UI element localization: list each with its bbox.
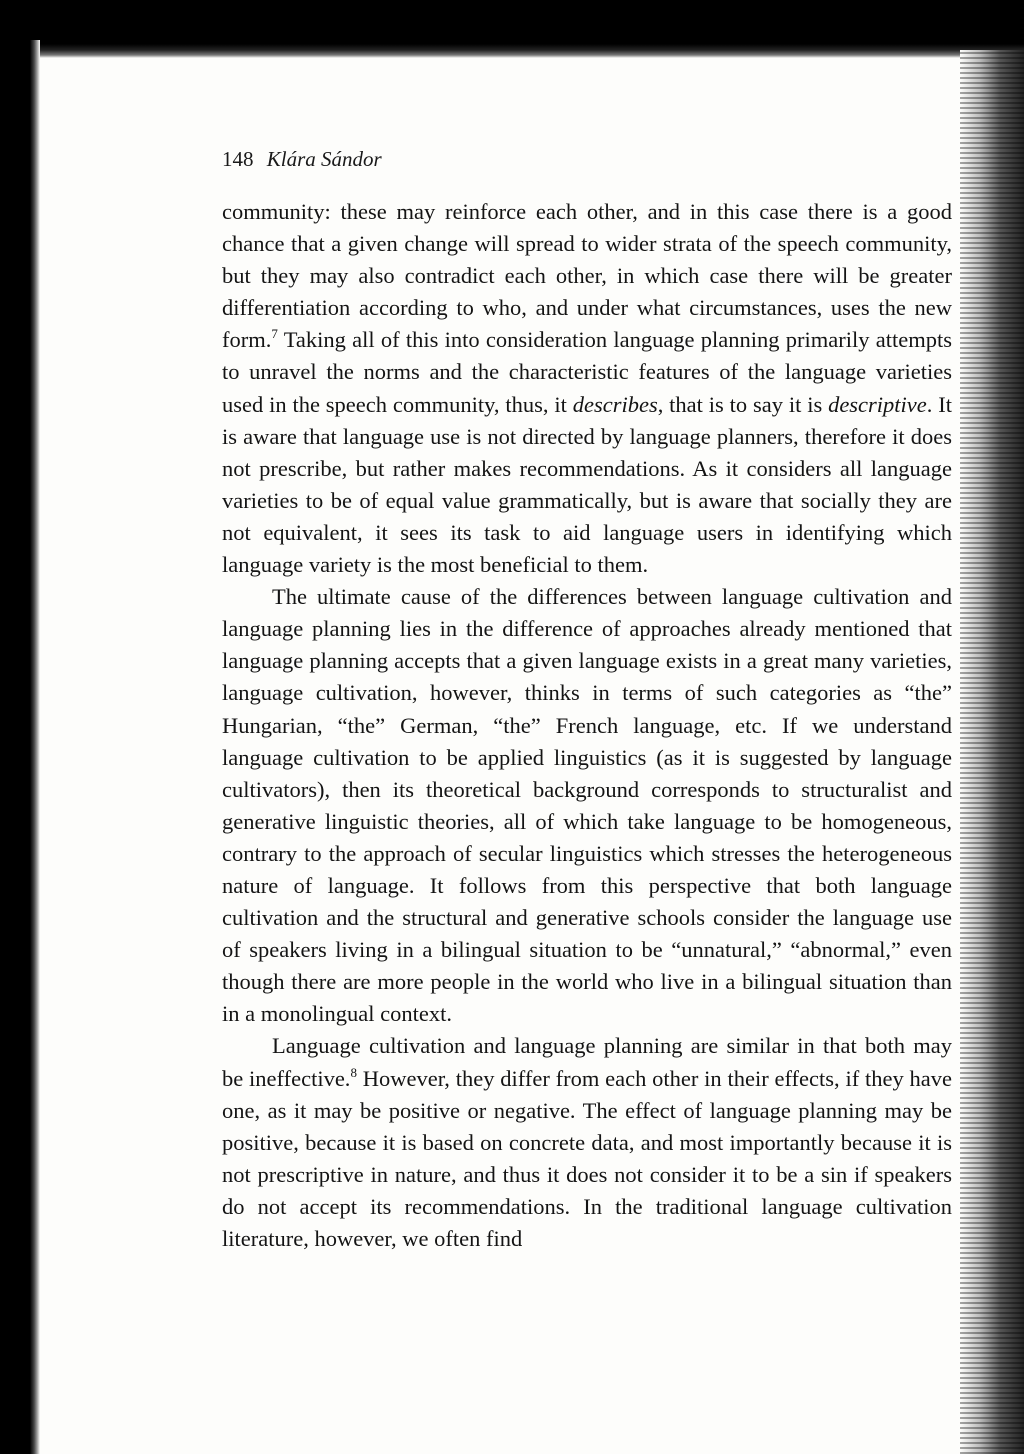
paragraph-3-text-a: Language cultivation and language planning are similar in that both may be ineffective.	[222, 1033, 952, 1091]
footnote-ref-8: 8	[350, 1064, 357, 1080]
page-number: 148	[222, 147, 254, 171]
scan-right-border	[960, 50, 1024, 1454]
running-head-author: Klára Sándor	[266, 147, 382, 171]
scan-top-border	[0, 0, 1024, 58]
paragraph-1-text-a: community: these may reinforce each other, and in this case there is a good chance that a given change will spread to wider strata of the speech community, but they may also contradict each other, in which case there will be greater differentiation according to who, and under what circumstances, uses the new form.	[222, 199, 952, 353]
running-header	[222, 147, 382, 172]
scan-left-border	[0, 40, 40, 1454]
body-text	[222, 196, 952, 1255]
paragraph-2: The ultimate cause of the differences between language cultivation and language planning lies in the difference of approaches already mentioned that language planning accepts that a given language exists in a great many varieties, language cultivation, however, thinks in terms of such categories as “the” Hungarian, “the” German, “the” French language, etc. If we understand language cultivation to be applied linguistics (as it is suggested by language cultivators), then its theoretical background corresponds to structuralist and generative linguistic theories, all of which take language to be homogeneous, contrary to the approach of secular linguistics which stresses the heterogeneous nature of language. It follows from this perspective that both language cultivation and the structural and generative schools consider the language use of speakers living in a bilingual situation to be “unnatural,” “abnormal,” even though there are more people in the world who live in a bilingual situation than in a monolingual context.	[222, 584, 952, 1027]
italic-descriptive: descriptive	[828, 391, 927, 417]
paragraph-1-text-d: . It is aware that language use is not directed by language planners, therefore it does not prescribe, but rather makes recommendations. As it considers all language varieties to be of equal value grammatically, but is aware that socially they are not equivalent, it sees its task to aid language users in identifying which language variety is the most beneficial to them.	[222, 391, 953, 578]
paragraph-1-text-b: Taking all of this into consideration language planning primarily attempts to unravel the norms and the characteristic features of the language varieties used in the speech community, thus, it	[222, 327, 952, 417]
footnote-ref-7: 7	[271, 326, 278, 342]
paragraph-3-text-b: However, they differ from each other in their effects, if they have one, as it may be positive or negative. The effect of language planning may be positive, because it is based on concrete data, and most importantly because it is not prescriptive in nature, and thus it does not consider it to be a sin if speakers do not accept its recommendations. In the traditional language cultivation literature, however, we often find	[222, 1065, 952, 1251]
paragraph-1-text-c: , that is to say it is	[657, 391, 829, 417]
paragraph-1	[222, 196, 952, 581]
paragraph-3	[222, 1030, 952, 1255]
italic-describes: describes	[572, 391, 658, 417]
